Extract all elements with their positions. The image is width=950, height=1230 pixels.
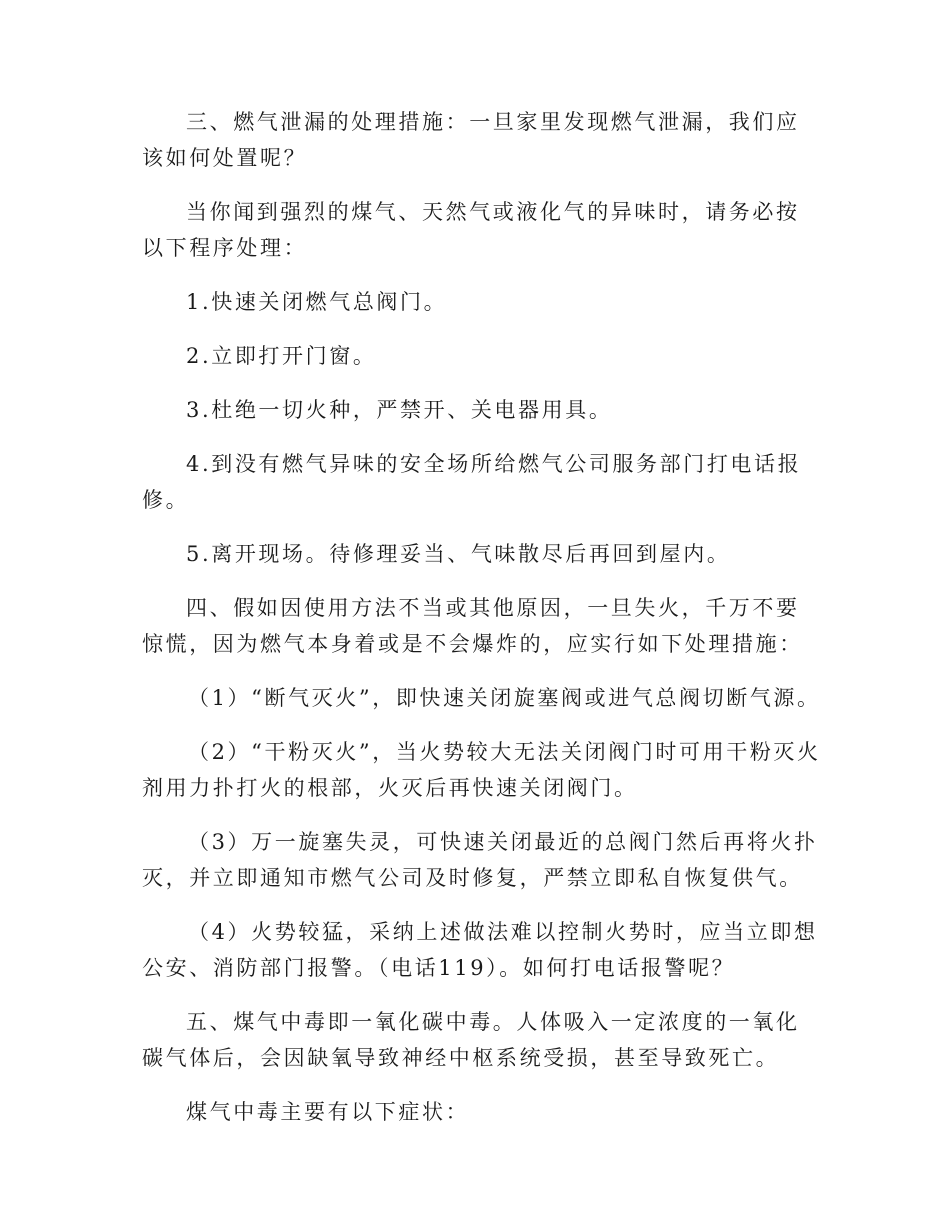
step-4-paragraph: 4.到没有燃气异味的安全场所给燃气公司服务部门打电话报修。 [142,452,802,512]
document-body [142,104,822,1148]
step-3-paragraph: 3.杜绝一切火种，严禁开、关电器用具。 [186,398,613,422]
symptoms-intro-paragraph: 煤气中毒主要有以下症状： [186,1100,470,1124]
step-2-paragraph: 2.立即打开门窗。 [186,344,377,368]
section-four-heading-paragraph: 四、假如因使用方法不当或其他原因，一旦失火，千万不要惊慌，因为燃气本身着或是不会爆炸的，应实行如下处理措施： [142,596,803,656]
section-five-heading-paragraph: 五、煤气中毒即一氧化碳中毒。人体吸入一定浓度的一氧化碳气体后，会因缺氧导致神经中枢系统受损，甚至导致死亡。 [142,1010,800,1070]
gas-smell-instruction-paragraph: 当你闻到强烈的煤气、天然气或液化气的异味时，请务必按以下程序处理： [142,200,800,260]
measure-3-paragraph: （3）万一旋塞失灵，可快速关闭最近的总阀门然后再将火扑灭，并立即通知市燃气公司及时修复，严禁立即私自恢复供气。 [142,830,818,890]
measure-4-paragraph: （4）火势较猛，采纳上述做法难以控制火势时，应当立即想公安、消防部门报警。（电话119）。如何打电话报警呢？ [142,920,818,980]
measure-2-paragraph: （2）“干粉灭火”，当火势较大无法关闭阀门时可用干粉灭火剂用力扑打火的根部，火灭后再快速关闭阀门。 [142,740,821,800]
step-1-paragraph: 1.快速关闭燃气总阀门。 [186,290,448,314]
step-5-paragraph: 5.离开现场。待修理妥当、气味散尽后再回到屋内。 [186,542,731,566]
section-three-heading-paragraph: 三、燃气泄漏的处理措施：一旦家里发现燃气泄漏，我们应该如何处置呢？ [142,110,800,170]
measure-1-paragraph: （1）“断气灭火”，即快速关闭旋塞阀或进气总阀切断气源。 [188,686,821,710]
